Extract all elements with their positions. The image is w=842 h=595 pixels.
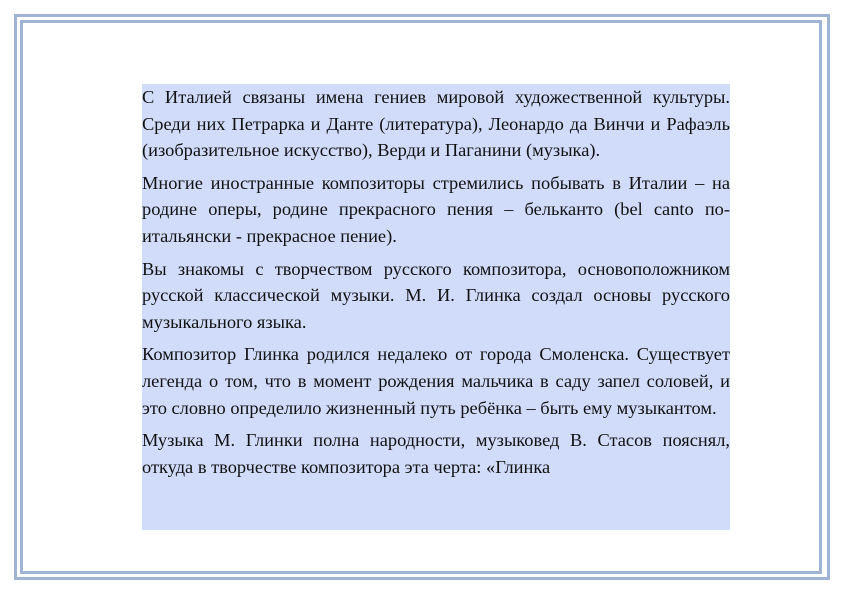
paragraph-glinka-birth: Композитор Глинка родился недалеко от города Смоленска. Существует легенда о том, что в момент рождения мальчика в саду запел соловей, и это словно определило жизненный путь ребёнка – быть ему музыкантом.: [142, 344, 730, 418]
paragraph-glinka-founder: Вы знакомы с творчеством русского композитора, основоположником русской классической музыки. М. И. Глинка создал основы русского музыкального языка.: [142, 258, 730, 332]
paragraph-italy: С Италией связаны имена гениев мировой художественной культуры. Среди них Петрарка и Данте (литература), Леонардо да Винчи и Рафаэль (изобразительное искусство), Верди и Паганини (музыка).: [142, 87, 730, 161]
paragraph-foreign-composers: Многие иностранные композиторы стремились побывать в Италии – на родине оперы, родине прекрасного пения – бельканто (bel canto по-итальянски - прекрасное пение).: [142, 172, 730, 246]
text-block: [142, 84, 730, 530]
paragraph-glinka-music: Музыка М. Глинки полна народности, музыковед В. Стасов пояснял, откуда в творчестве композитора эта черта: «Глинка: [142, 430, 730, 477]
